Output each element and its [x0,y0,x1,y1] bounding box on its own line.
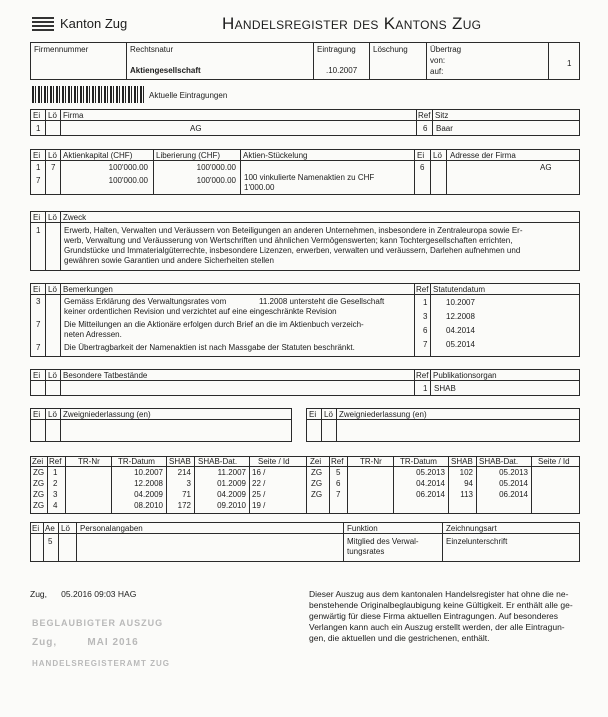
rechtsnatur-value: Aktiengesellschaft [130,66,201,75]
col-shab: SHAB [169,457,191,466]
zeichnungsart-label: Zeichnungsart [446,524,497,533]
firma-row-ei: 1 [36,124,41,133]
col-ref: Ref [416,371,429,380]
cell-trdatum: 12.2008 [134,479,163,488]
loeschung-label: Löschung [373,45,408,54]
sitz-ref: 6 [423,124,428,133]
liberierung-row1-value: 100'000.00 [196,163,236,172]
statutendatum-value: 05.2014 [446,340,475,349]
col-lo: Lö [48,151,57,160]
footer-place-date: Zug, 05.2016 09:03 HAG [30,589,137,599]
cell-ref: 6 [336,479,341,488]
bemerkung-ei: 7 [36,320,41,329]
col-lo: Lö [324,410,333,419]
bemerkung-text: Gemäss Erklärung des Verwaltungsrates vom [64,297,227,306]
firma-section [30,109,580,136]
bemerkung-text: Die Mitteilungen an die Aktionäre erfolgen durch Brief an die im Aktienbuch verzeich- [64,320,364,329]
funktion-value-2: tungsrates [347,547,385,556]
personalangaben-label: Personalangaben [80,524,143,533]
auf-label: auf: [430,67,444,76]
cell-seite: 19 / [252,501,266,510]
disclaimer-line: gen, die aktuellen und die gestrichenen, enthält. [309,633,490,643]
liberierung-row2-value: 100'000.00 [196,176,236,185]
col-lo: Lö [61,524,70,533]
col-ei: Ei [33,410,41,419]
kapital-row2-ei: 7 [36,176,41,185]
cell-ref: 1 [53,468,58,477]
col-shab: SHAB [451,457,473,466]
adresse-label: Adresse der Firma [450,151,516,160]
cell-shab: 113 [460,490,473,499]
cell-shab: 102 [459,468,473,477]
cell-shab: 94 [464,479,473,488]
zweck-text-line: Grundstücke und Immaterialgüterrechte, insbesondere Lizenzen, erwerben, verwalten und veräussern, Darlehen aufnehmen und [64,246,521,255]
col-zei: Zei [32,457,44,466]
cell-shabdat: 05.2014 [499,479,528,488]
disclaimer-line: Verlangen kann auch ein Auszug erstellt werden, der alle Eintragun- [309,622,565,632]
col-trdatum: TR-Datum [400,457,437,466]
col-trnr: TR-Nr [360,457,382,466]
cell-ref: 2 [53,479,58,488]
col-trdatum: TR-Datum [118,457,155,466]
bemerkung-text: neten Adressen. [64,330,122,339]
disclaimer-line: benstehende Originalbeglaubigung keine Gültigkeit. Er enthält alle ge- [309,600,573,610]
col-ei: Ei [33,213,41,222]
cell-shab: 71 [182,490,191,499]
statutendatum-ref: 7 [423,340,428,349]
col-shabdat: SHAB-Dat. [479,457,519,466]
cell-shab: 3 [186,479,191,488]
cell-zei: ZG [33,490,45,499]
canton-name: Kanton Zug [60,16,128,31]
cell-shabdat: 06.2014 [499,490,528,499]
funktion-value: Mitglied des Verwal- [347,537,419,546]
cell-zei: ZG [33,501,45,510]
col-lo: Lö [48,371,57,380]
col-zei: Zei [310,457,322,466]
cell-ref: 7 [336,490,341,499]
col-ref: Ref [418,111,431,120]
cell-trdatum: 04.2014 [416,479,445,488]
col-ei: Ei [309,410,317,419]
bemerkung-text: keiner ordentlichen Revision und verzichtet auf eine eingeschränkte Revision [64,307,337,316]
stamp-line: HANDELSREGISTERAMT ZUG [32,659,170,668]
col-seite: Seite / Id [258,457,290,466]
cell-trdatum: 04.2009 [134,490,163,499]
col-ei: Ei [33,371,41,380]
cell-ref: 4 [53,501,58,510]
cell-ref: 5 [336,468,341,477]
eintragung-value: .10.2007 [326,66,358,75]
cell-zei: ZG [33,468,45,477]
kapital-row1-value: 100'000.00 [108,163,148,172]
publikationsorgan-value: SHAB [434,384,456,393]
col-ei: Ei [33,285,41,294]
sitz-label: Sitz [435,111,449,120]
barcode [32,86,144,103]
cell-zei: ZG [311,490,323,499]
bemerkung-text: Die Übertragbarkeit der Namenaktien ist nach Massgabe der Statuten beschränkt. [64,343,355,352]
cell-trdatum: 06.2014 [416,490,445,499]
col-ref: Ref [49,457,62,466]
adresse-ei: 6 [420,163,425,172]
kapital-row1-lo: 7 [51,163,56,172]
zweck-label: Zweck [63,213,87,222]
cell-shabdat: 01.2009 [217,479,246,488]
publikationsorgan-label: Publikationsorgan [433,371,497,380]
sitz-value: Baar [436,124,453,133]
col-lo: Lö [48,213,57,222]
kapital-row1-ei: 1 [36,163,41,172]
rechtsnatur-label: Rechtsnatur [130,45,174,54]
disclaimer-line: genwärtig für diese Firma aktuellen Eintragungen. Auf besonderes [309,611,559,621]
col-lo: Lö [433,151,442,160]
publikationsorgan-ref: 1 [423,384,428,393]
cell-shabdat: 04.2009 [217,490,246,499]
eintragung-label: Eintragung [317,45,356,54]
cell-zei: ZG [311,468,323,477]
page-number: 1 [567,59,572,68]
col-ei: Ei [417,151,425,160]
canton-logo [32,17,54,33]
stueckelung-value-2: 1'000.00 [244,183,275,192]
zweck-text-line: Erwerb, Halten, Verwalten und Veräussern von Beteiligungen an anderen Unternehmen, insbesondere in Zentraleuropa sowie Er- [64,226,523,235]
statutendatum-value: 10.2007 [446,298,475,307]
zweck-text-line: gewähren sowie Garantien und andere Sicherheiten stellen [64,256,274,265]
cell-seite: 25 / [252,490,266,499]
col-lo: Lö [48,111,57,120]
cell-shab: 214 [177,468,191,477]
cell-shab: 172 [177,501,191,510]
stamp-line: BEGLAUBIGTER AUSZUG [32,618,164,628]
col-ref: Ref [331,457,344,466]
col-shabdat: SHAB-Dat. [198,457,238,466]
col-lo: Lö [48,410,57,419]
zweck-text-line: werb, Verwaltung und Veräusserung von Wertschriften und ähnlichen Vermögenswerten; kann Tochtergesellschaften errichten, [64,236,513,245]
zeichnungsart-value: Einzelunterschrift [446,537,508,546]
col-ei: Ei [32,524,40,533]
col-ei: Ei [33,111,41,120]
disclaimer-line: Dieser Auszug aus dem kantonalen Handelsregister hat ohne die ne- [309,589,569,599]
cell-shabdat: 11.2007 [217,468,246,477]
top-info-box [30,42,580,80]
cell-zei: ZG [33,479,45,488]
page-title: Handelsregister des Kantons Zug [222,14,482,33]
zweck-row-ei: 1 [36,226,41,235]
liberierung-label: Liberierung (CHF) [156,151,221,160]
kapital-row2-value: 100'000.00 [108,176,148,185]
stamp-line: Zug, MAI 2016 [32,637,139,648]
cell-seite: 22 / [252,479,266,488]
aktienkapital-label: Aktienkapital (CHF) [63,151,133,160]
statutendatum-value: 12.2008 [446,312,475,321]
cell-trdatum: 05.2013 [416,468,445,477]
col-ae: Ae [45,524,55,533]
col-trnr: TR-Nr [78,457,100,466]
col-ei: Ei [33,151,41,160]
col-seite: Seite / Id [538,457,570,466]
firma-name: AG [190,124,202,133]
besondere-label: Besondere Tatbestände [63,371,148,380]
aktuelle-eintragungen: Aktuelle Eintragungen [149,91,228,100]
col-ref: Ref [416,285,429,294]
firmennummer-label: Firmennummer [34,45,89,54]
statutendatum-ref: 6 [423,326,428,335]
cell-trdatum: 10.2007 [134,468,163,477]
cell-zei: ZG [311,479,323,488]
statutendatum-ref: 1 [423,298,428,307]
personal-row-ae: 5 [48,537,53,546]
uebertrag-label: Übertrag [430,45,462,54]
cell-trdatum: 08.2010 [134,501,163,510]
firma-label: Firma [63,111,84,120]
adresse-value: AG [540,163,552,172]
funktion-label: Funktion [347,524,378,533]
cell-ref: 3 [53,490,58,499]
statutendatum-ref: 3 [423,312,428,321]
bemerkung-text: 11.2008 untersteht die Gesellschaft [259,297,385,306]
statutendatum-value: 04.2014 [446,326,475,335]
stueckelung-label: Aktien-Stückelung [243,151,308,160]
bemerkungen-label: Bemerkungen [63,285,113,294]
col-lo: Lö [48,285,57,294]
zweig-label: Zweigniederlassung (en) [63,410,151,419]
cell-shabdat: 09.2010 [217,501,246,510]
statutendatum-label: Statutendatum [433,285,486,294]
cell-shabdat: 05.2013 [499,468,528,477]
cell-seite: 16 / [252,468,266,477]
stueckelung-value: 100 vinkulierte Namenaktien zu CHF [244,173,375,182]
von-label: von: [430,56,446,65]
bemerkung-ei: 3 [36,297,41,306]
bemerkung-ei: 7 [36,343,41,352]
zweig-label: Zweigniederlassung (en) [339,410,427,419]
